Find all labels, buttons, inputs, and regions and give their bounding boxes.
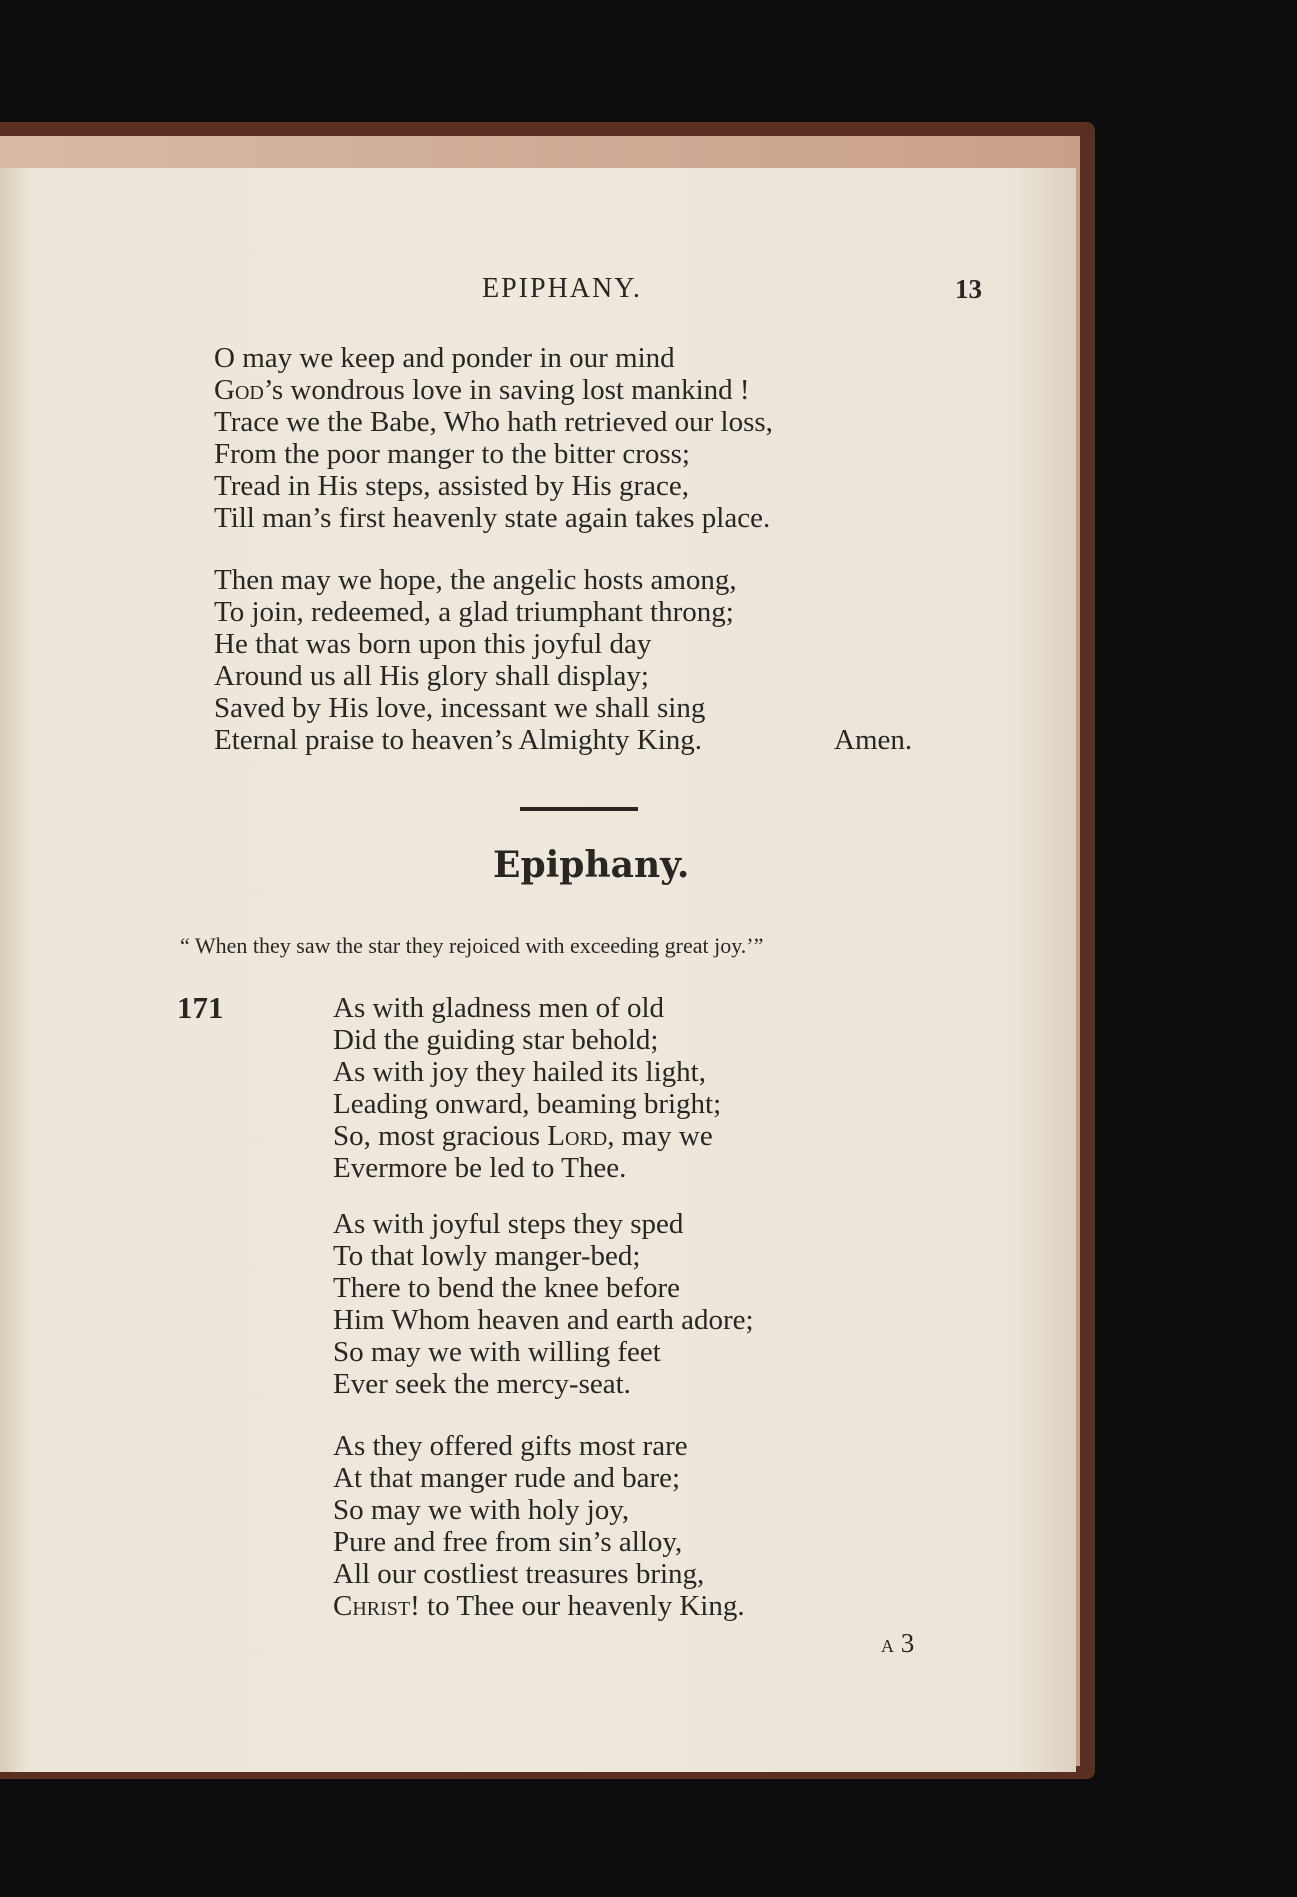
verse-text: ’s wondrous love in saving lost mankind ! — [263, 374, 750, 406]
verse-text: Did the guiding star behold; — [333, 1024, 659, 1056]
hymn-number: 171 — [177, 990, 224, 1025]
verse-text: So, most gracious — [333, 1120, 548, 1152]
small-caps-word: Christ — [333, 1590, 411, 1622]
verse-text: Trace we the Babe, Who hath retrieved our loss, — [214, 406, 773, 438]
verse-text: Eternal praise to heaven’s Almighty King. — [214, 724, 703, 756]
verse-text: There to bend the knee before — [333, 1272, 681, 1304]
verse-text: From the poor manger to the bitter cross; — [214, 438, 690, 470]
verse-line — [333, 1590, 745, 1622]
verse-line — [333, 1208, 754, 1240]
signature-number: 3 — [900, 1628, 915, 1658]
verse-line — [333, 1120, 721, 1152]
verse-line — [214, 342, 773, 374]
signature-mark — [881, 1628, 914, 1659]
hymn-stanza-1 — [333, 992, 721, 1184]
verse-text: Ever seek the mercy-seat. — [333, 1368, 631, 1400]
verse-line — [333, 1088, 721, 1120]
verse-text: As with gladness men of old — [333, 992, 665, 1024]
page-number: 13 — [955, 274, 982, 304]
verse-text: Him Whom heaven and earth adore; — [333, 1304, 754, 1336]
verse-text: Tread in His steps, assisted by His grace, — [214, 470, 689, 502]
verse-text: Pure and free from sin’s alloy, — [333, 1526, 683, 1558]
verse-line — [214, 438, 773, 470]
verse-text: ! to Thee our heavenly King. — [410, 1590, 745, 1622]
page-gutter — [0, 168, 28, 1772]
verse-text: Leading onward, beaming bright; — [333, 1088, 722, 1120]
hymn-title: Epiphany. — [493, 844, 690, 886]
verse-line — [214, 406, 773, 438]
verse-text: , may we — [607, 1120, 713, 1152]
verse-text: As with joyful steps they sped — [333, 1208, 684, 1240]
verse-line — [214, 596, 737, 628]
verse-text: Evermore be led to Thee. — [333, 1152, 627, 1184]
verse-text: O may we keep and ponder in our mind — [214, 342, 675, 374]
verse-line — [214, 724, 737, 756]
hymn-epigraph: “ When they saw the star they rejoiced with exceeding great joy.’” — [180, 933, 764, 958]
verse-text: At that manger rude and bare; — [333, 1462, 681, 1494]
verse-text: He that was born upon this joyful day — [214, 628, 652, 660]
signature-letter: A — [881, 1636, 894, 1656]
small-caps-word: God — [214, 374, 264, 406]
prev-stanza-1 — [214, 342, 773, 534]
verse-text: All our costliest treasures bring, — [333, 1558, 705, 1590]
prev-stanza-2 — [214, 564, 737, 756]
verse-line — [333, 1558, 745, 1590]
section-rule — [520, 807, 638, 811]
verse-text: As they offered gifts most rare — [333, 1430, 688, 1462]
verse-line — [214, 628, 737, 660]
verse-line — [333, 1056, 721, 1088]
book-page — [0, 168, 1076, 1772]
verse-text: To join, redeemed, a glad triumphant throng; — [214, 596, 734, 628]
verse-text: To that lowly manger-bed; — [333, 1240, 641, 1272]
verse-line — [214, 564, 737, 596]
verse-text: So may we with holy joy, — [333, 1494, 630, 1526]
verse-line — [214, 374, 773, 406]
verse-line — [333, 1430, 745, 1462]
small-caps-word: Lord — [547, 1120, 608, 1152]
verse-line — [333, 1368, 754, 1400]
verse-line — [214, 660, 737, 692]
verse-line — [333, 1024, 721, 1056]
verse-line — [333, 992, 721, 1024]
verse-text: Then may we hope, the angelic hosts among, — [214, 564, 737, 596]
verse-text: Till man’s first heavenly state again takes place. — [214, 502, 771, 534]
verse-line — [333, 1272, 754, 1304]
verse-line — [214, 470, 773, 502]
verse-line — [333, 1336, 754, 1368]
verse-text: So may we with willing feet — [333, 1336, 661, 1368]
hymn-stanza-3 — [333, 1430, 745, 1622]
verse-line — [333, 1240, 754, 1272]
verse-line — [333, 1494, 745, 1526]
verse-line — [333, 1462, 745, 1494]
verse-line — [333, 1304, 754, 1336]
verse-text: As with joy they hailed its light, — [333, 1056, 706, 1088]
verse-line — [333, 1152, 721, 1184]
verse-text: Around us all His glory shall display; — [214, 660, 649, 692]
verse-line — [333, 1526, 745, 1558]
verse-line — [214, 692, 737, 724]
running-head: EPIPHANY. — [482, 273, 642, 304]
verse-line — [214, 502, 773, 534]
hymn-stanza-2 — [333, 1208, 754, 1400]
verse-text: Saved by His love, incessant we shall sing — [214, 692, 706, 724]
amen: Amen. — [834, 724, 913, 756]
